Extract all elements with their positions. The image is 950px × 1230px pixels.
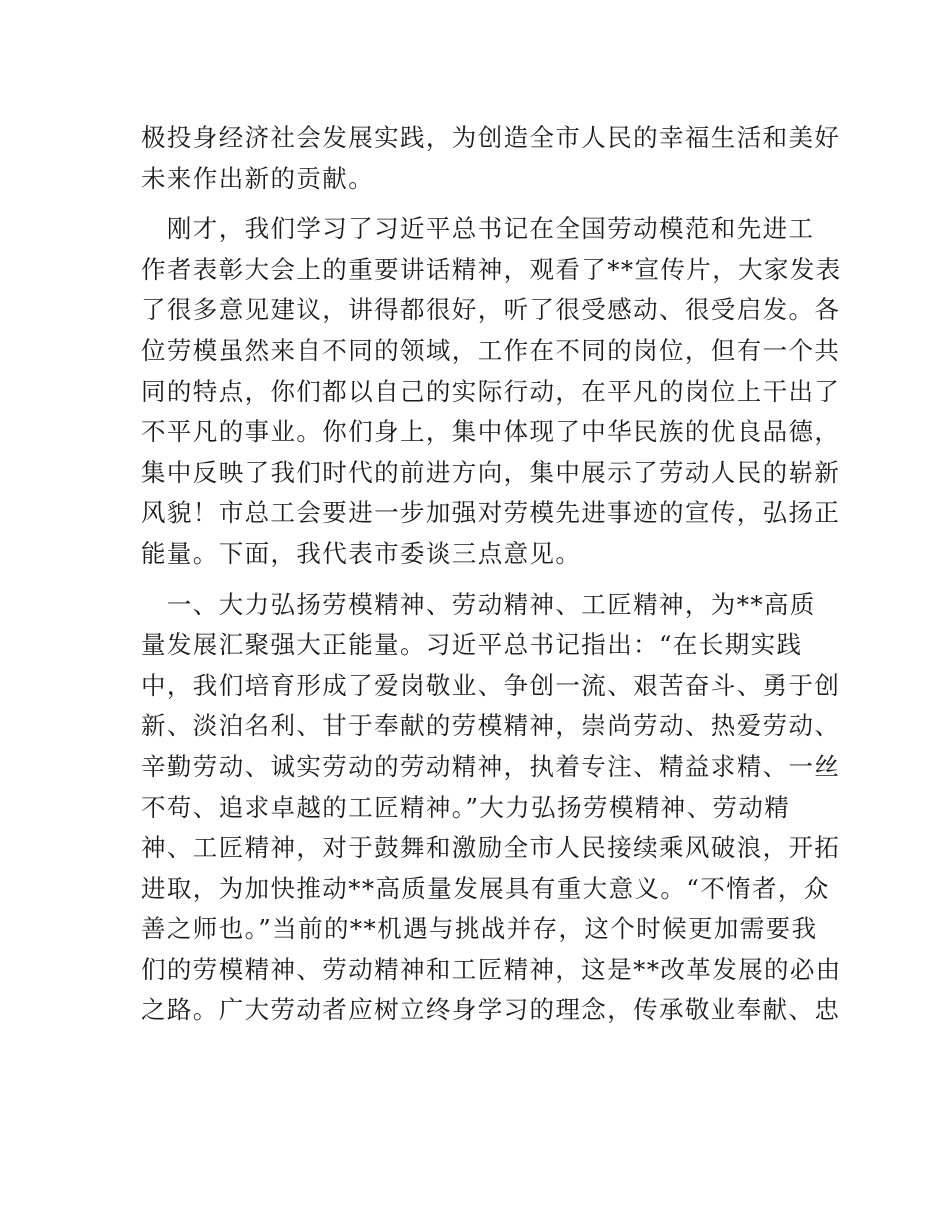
text-line: 中，我们培育形成了爱岗敬业、争创一流、艰苦奋斗、勇于创 [141,670,841,700]
text-line: 作者表彰大会上的重要讲话精神，观看了**宣传片，大家发表 [141,254,842,284]
text-line: 量发展汇聚强大正能量。习近平总书记指出：“在长期实践 [141,630,803,660]
text-line: 新、淡泊名利、甘于奉献的劳模精神，崇尚劳动、热爱劳动、 [141,711,841,741]
paragraph-3 [141,585,842,1032]
document-body [141,118,842,1031]
text-line: 能量。下面，我代表市委谈三点意见。 [141,538,582,568]
text-line: 神、工匠精神，对于鼓舞和激励全市人民接续乘风破浪，开拓 [141,833,841,863]
text-line: 同的特点，你们都以自己的实际行动，在平凡的岗位上干出了 [141,376,841,406]
text-line: 极投身经济社会发展实践，为创造全市人民的幸福生活和美好 [141,123,841,152]
text-line: 不苟、追求卓越的工匠精神。”大力弘扬劳模精神、劳动精 [141,792,791,822]
text-line: 不平凡的事业。你们身上，集中体现了中华民族的优良品德， [141,417,841,447]
text-line: 进取，为加快推动**高质量发展具有重大意义。“不惰者，众 [141,873,830,903]
paragraph-2 [141,209,842,574]
text-line: 了很多意见建议，讲得都很好，听了很受感动、很受启发。各 [141,295,841,325]
text-line: 位劳模虽然来自不同的领域，工作在不同的岗位，但有一个共 [141,335,841,365]
text-line: 风貌！市总工会要进一步加强对劳模先进事迹的宣传，弘扬正 [141,498,841,528]
text-line: 辛勤劳动、诚实劳动的劳动精神，执着专注、精益求精、一丝 [141,751,841,781]
text-line: 善之师也。”当前的**机遇与挑战并存，这个时候更加需要我 [141,914,818,944]
text-line: 集中反映了我们时代的前进方向，集中展示了劳动人民的崭新 [141,457,841,487]
text-line: 一、大力弘扬劳模精神、劳动精神、工匠精神，为**高质 [141,589,816,619]
text-line: 之路。广大劳动者应树立终身学习的理念，传承敬业奉献、忠 [141,995,841,1025]
text-line: 们的劳模精神、劳动精神和工匠精神，这是**改革发展的必由 [141,954,842,984]
text-line: 刚才，我们学习了习近平总书记在全国劳动模范和先进工 [141,214,815,244]
text-line: 未来作出新的贡献。 [141,163,375,193]
paragraph-1 [141,118,841,199]
